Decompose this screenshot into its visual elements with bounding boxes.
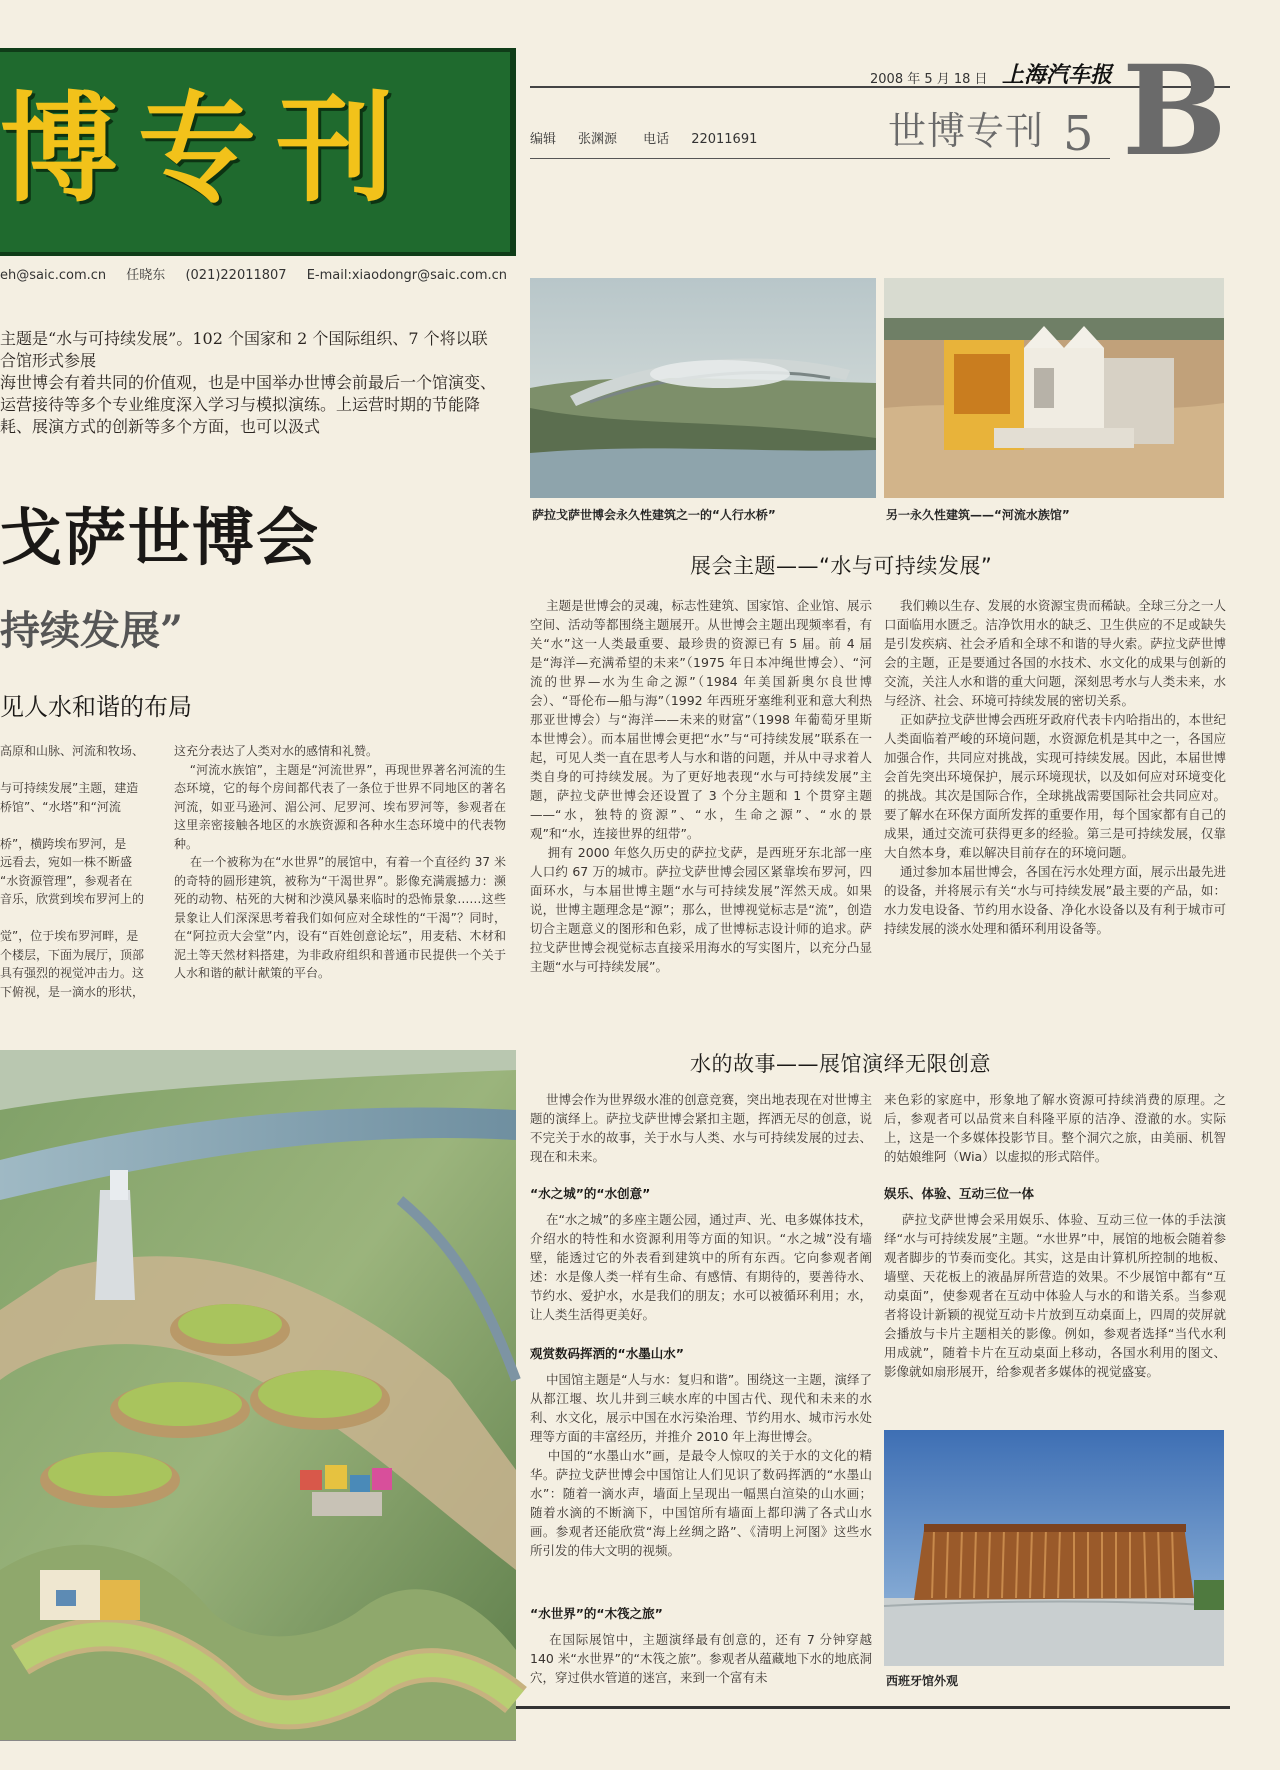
- theme-column-2: 我们赖以生存、发展的水资源宝贵而稀缺。全球三分之一人口面临用水匮乏。洁净饮用水的缺乏、卫生供应的不足或缺失是引发疾病、社会矛盾和全球不和谐的导火索。萨拉戈萨世博会的主题，正是要通过各国的水技术、水文化的成果与创新的交流，关注人水和谐的重大问题，深刻思考水与人类未来，水与经济、社会、环境可持续发展的密切关系。 正如萨拉戈萨世博会西班牙政府代表卡内哈指出的，本世纪人类面临着严峻的环境问题，水资源危机是其中之一，各国应加强合作，共同应对挑战，实现可持续发展。因此，本届世博会首先突出环境保护，展示环境现状，以及如何应对环境变化的挑战。其次是国际合作，全球挑战需要国际社会共同应对。要了解水在环保方面所发挥的重要作用，每个国家都有自己的成果，通过交流可获得更多的经验。第三是可持续发展，仅靠大自然本身，难以解决目前存在的环境问题。 通过参加本届世博会，各国在污水处理方面，展示出最先进的设备，并将展示有关“水与可持续发展”最主要的产品，如：水力发电设备、节约用水设备、净化水设备以及有利于城市可持续发展的淡水处理和循环利用设备等。: [884, 598, 1226, 936]
- newspaper-logo: 上海汽车报: [1002, 62, 1113, 88]
- contact-email-fragment: eh@saic.com.cn: [0, 268, 107, 283]
- editor-rule: [530, 158, 1110, 159]
- main-headline: 戈萨世博会: [0, 501, 321, 574]
- story-subhead-water-city: “水之城”的“水创意”: [530, 1186, 651, 1201]
- editor-label: 编辑: [530, 132, 557, 147]
- contact-phone: (021)22011807: [185, 268, 287, 283]
- editor-name: 张渊源: [578, 132, 618, 147]
- left-column-1: 高原和山脉、河流和牧场、 与可持续发展”主题，建造 桥馆”、“水塔”和“河流 桥”，横跨埃布罗河，是 远看去，宛如一株不断盛 “水资源管理”，参观者在 音乐，欣赏到埃布罗河上的 觉”，位于埃布罗河畔，是 个楼层，下面为展厅，顶部 具有强烈的视觉冲击力。这 下俯视，是一滴水的形状，: [0, 744, 145, 999]
- article-lead: 主题是“水与可持续发展”。102 个国家和 2 个国际组织、7 个将以联合馆形式参展 海世博会有着共同的价值观，也是中国举办世博会前最后一个馆演变、运营接待等多个专业维度深入学习与模拟演练。上运营时期的节能降耗、展演方式的创新等多个方面，也可以汲式: [0, 329, 497, 436]
- story-subhead-raft-journey: “水世界”的“木筏之旅”: [530, 1606, 663, 1621]
- bridge-photo: [530, 278, 876, 498]
- aquarium-photo-caption: 另一永久性建筑——“河流水族馆”: [886, 508, 1070, 522]
- page-letter: B: [1122, 39, 1227, 184]
- editor-phone: 22011691: [691, 132, 758, 147]
- expo-site-aerial-photo: [0, 1050, 516, 1740]
- spain-pavilion-caption: 西班牙馆外观: [886, 1674, 959, 1688]
- phone-label: 电话: [643, 132, 670, 147]
- page-section-name: 世博专刊: [888, 109, 1045, 153]
- contact-name: 任晓东: [126, 268, 166, 283]
- left-column-2: 这充分表达了人类对水的感情和礼赞。 “河流水族馆”，主题是“河流世界”，再现世界著名河流的生态环境，它的每个房间都代表了一条位于世界不同地区的著名河流，如亚马逊河、湄公河、尼罗河、埃布罗河等，参观者在这里亲密接触各地区的水族资源和各种水生态环境中的代表物种。 在一个被称为在“水世界”的展馆中，有着一个直径约 37 米的奇特的圆形建筑，被称为“干渴世界”。影像充满震撼力：濒死的动物、枯死的大树和沙漠风暴来临时的恐怖景象……这些景象让人们深深思考着我们如何应对全球性的“干渴”？同时，在“阿拉贡大会堂”内，设有“百姓创意论坛”，用麦秸、木材和泥土等天然材料搭建，为非政府组织和普通市民提供一个关于人水和谐的献计献策的平台。: [174, 744, 506, 980]
- story-section-title: 水的故事——展馆演绎无限创意: [690, 1052, 991, 1076]
- page-number: 5: [1063, 106, 1094, 162]
- story-body-water-city: 在“水之城”的多座主题公园，通过声、光、电多媒体技术，介绍水的特性和水资源利用等方面的知识。“水之城”没有墙壁，能透过它的外表看到建筑中的所有东西。它向参观者阐述：水是像人类一样有生命、有感情、有期待的，要善待水、节约水、爱护水，水是我们的朋友；水可以被循环利用；水，让人类生活得更美好。: [530, 1212, 872, 1322]
- issue-date: 2008 年 5 月 18 日: [870, 72, 988, 87]
- story-right-continued: 来色彩的家庭中，形象地了解水资源可持续消费的原理。之后，参观者可以品赏来自科隆平原的洁净、澄澈的水。实际上，这是一个多媒体投影节目。整个洞穴之旅，由美丽、机智的姑娘维阿（Wia）以虚拟的形式陪伴。: [884, 1092, 1226, 1164]
- spain-pavilion-photo: [884, 1430, 1224, 1666]
- page-bottom-rule: [516, 1706, 1230, 1709]
- story-body-ink-landscape: 中国馆主题是“人与水：复归和谐”。围绕这一主题，演绎了从都江堰、坎儿井到三峡水库的中国古代、现代和未来的水利、水文化，展示中国在水污染治理、节约用水、城市污水处理等方面的丰富经历，并推介 2010 年上海世博会。 中国的“水墨山水”画，是最令人惊叹的关于水的文化的精华。萨拉戈萨世博会中国馆让人们见识了数码挥洒的“水墨山水”：随着一滴水声，墙面上呈现出一幅黑白渲染的山水画；随着水滴的不断滴下，中国馆所有墙面上都印满了各式山水画。参观者还能欣赏“海上丝绸之路”、《清明上河图》这些水所引发的伟大文明的视频。: [530, 1372, 872, 1558]
- story-body-interactive: 萨拉戈萨世博会采用娱乐、体验、互动三位一体的手法演绎“水与可持续发展”主题。“水世界”中，展馆的地板会随着参观者脚步的节奏而变化。其实，这是由计算机所控制的地板、墙壁、天花板上的液晶屏所营造的效果。不少展馆中都有“互动桌面”，使参观者在互动中体验人与水的和谐关系。当参观者将设计新颖的视觉互动卡片放到互动桌面上，四周的荧屏就会播放与卡片主题相关的影像。例如，参观者选择“当代水利用成就”，随着卡片在互动桌面上移动，各国水利用的图文、影像就如扇形展开，给参观者多媒体的视觉盛宴。: [884, 1212, 1226, 1379]
- story-body-raft-journey: 在国际展馆中，主题演绎最有创意的，还有 7 分钟穿越 140 米“水世界”的“木筏之旅”。参观者从蕴藏地下水的地底洞穴，穿过供水管道的迷宫，来到一个富有未: [530, 1632, 876, 1685]
- left-bottom-rule: [0, 1740, 516, 1741]
- editor-line: [530, 128, 779, 147]
- theme-section-title: 展会主题——“水与可持续发展”: [690, 554, 993, 578]
- left-section-heading: 见人水和谐的布局: [0, 693, 192, 721]
- story-intro: 世博会作为世界级水准的创意竞赛，突出地表现在对世博主题的演绎上。萨拉戈萨世博会紧扣主题，挥洒无尽的创意，说不完关于水的故事，关于水与人类、水与可持续发展的过去、现在和未来。: [530, 1092, 872, 1164]
- sub-headline: 持续发展”: [0, 607, 184, 654]
- section-banner-title: 博专刊: [0, 79, 415, 218]
- story-subhead-interactive: 娱乐、体验、互动三位一体: [884, 1186, 1035, 1201]
- bridge-photo-caption: 萨拉戈萨世博会永久性建筑之一的“人行水桥”: [532, 508, 776, 522]
- left-contact-line: [0, 264, 516, 283]
- theme-column-1: 主题是世博会的灵魂，标志性建筑、国家馆、企业馆、展示空间、活动等都围绕主题展开。从世博会主题出现频率看，有关“水”这一人类最重要、最珍贵的资源已有 5 届。前 4 届是“海洋—充满希望的未来”（1975 年日本冲绳世博会）、“河流的世界—水为生命之源”（1984 年美国新奥尔良世博会）、“哥伦布—船与海”（1992 年西班牙塞维利亚和意大利热那亚世博会）与“海洋——未来的财富”（1998 年葡萄牙里斯本世博会）。而本届世博会更把“水”与“可持续发展”联系在一起，可见人类一直在思考人与水和谐的问题，并从中寻求着人类自身的可持续发展。为了更好地表现“水与可持续发展”主题，萨拉戈萨世博会还设置了 3 个分主题和 1 个贯穿主题——“水，独特的资源”、“水，生命之源”、“水的景观”和“水，连接世界的纽带”。 拥有 2000 年悠久历史的萨拉戈萨，是西班牙东北部一座人口约 67 万的城市。萨拉戈萨世博会园区紧靠埃布罗河，四面环水，与本届世博主题“水与可持续发展”浑然天成。如果说，世博主题理念是“源”；那么，世博视觉标志是“流”，创造切合主题意义的图形和色彩，成了世博标志设计师的追求。萨拉戈萨世博会视觉标志直接采用海水的写实图片，以充分凸显主题“水与可持续发展”。: [530, 598, 872, 974]
- aquarium-photo: [884, 278, 1224, 498]
- story-subhead-ink-landscape: 观赏数码挥洒的“水墨山水”: [530, 1346, 684, 1361]
- contact-email: E-mail:xiaodongr@saic.com.cn: [306, 268, 508, 283]
